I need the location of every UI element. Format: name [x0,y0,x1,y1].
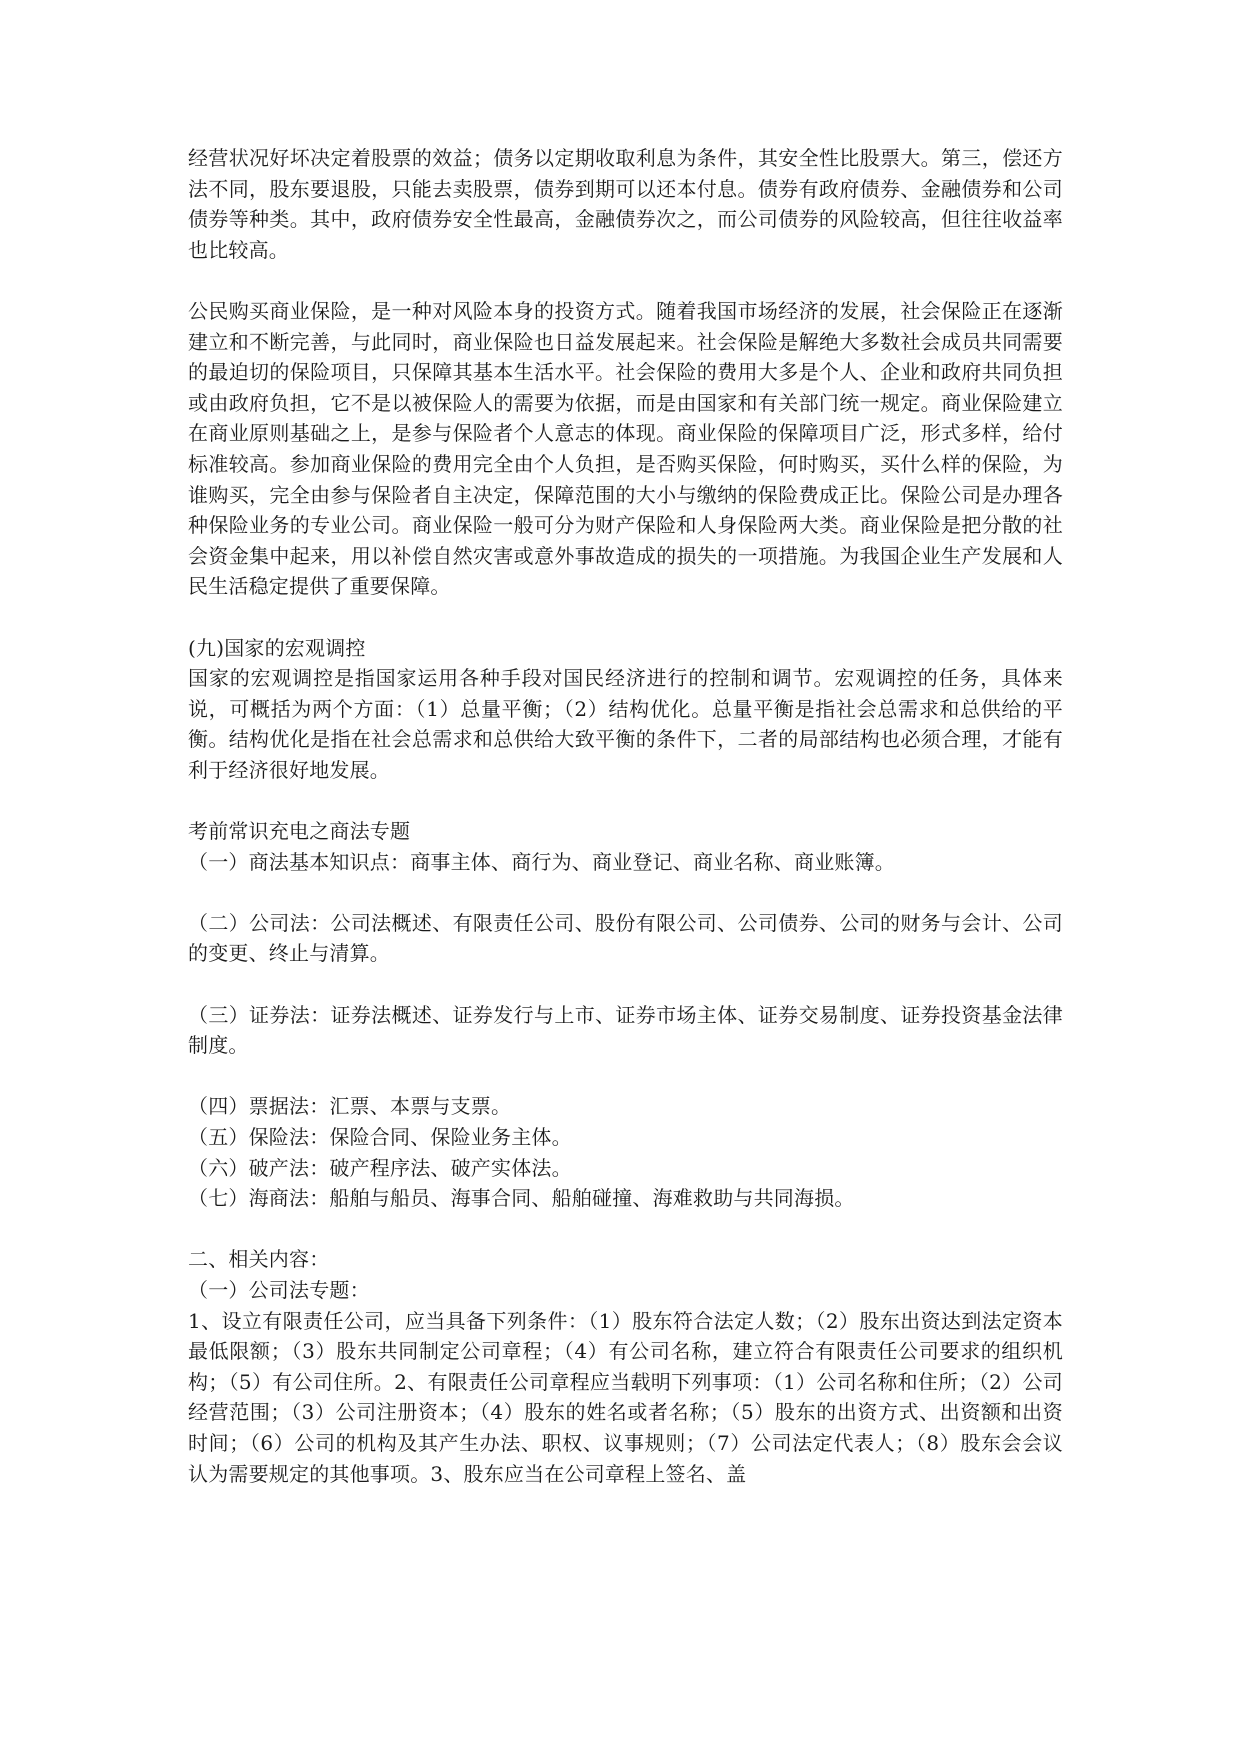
list-item-insurance-law: （五）保险法：保险合同、保险业务主体。 [188,1125,572,1149]
list-item-commercial-law-basics: （一）商法基本知识点：商事主体、商行为、商业登记、商业名称、商业账簿。 [188,849,895,874]
paragraph-macro-control: 国家的宏观调控是指国家运用各种手段对国民经济进行的控制和调节。宏观调控的任务，具体来说，可概括为两个方面：（1）总量平衡；（2）结构优化。总量平衡是指社会总需求和总供给的平衡。结构优化是指在社会总需求和总供给大致平衡的条件下，二者的局部结构也必须合理，才能有利于经济很好地发展。 [188,666,1063,782]
list-item-negotiable-instruments-law: （四）票据法：汇票、本票与支票。 [188,1094,512,1119]
paragraph-limited-liability-company: 1、设立有限责任公司，应当具备下列条件：（1）股东符合法定人数；（2）股东出资达到法定资本最低限额；（3）股东共同制定公司章程；（4）有公司名称，建立符合有限责任公司要求的组织机构；（5）有公司住所。2、有限责任公司章程应当载明下列事项：（1）公司名称和住所；（2）公司经营范围；（3）公司注册资本；（4）股东的姓名或者名称；（5）股东的出资方式、出资额和出资时间；（6）公司的机构及其产生办法、职权、议事规则；（7）公司法定代表人；（8）股东会会议认为需要规定的其他事项。3、股东应当在公司章程上签名、盖 [188,1308,1063,1486]
list-item-bankruptcy-law: （六）破产法：破产程序法、破产实体法。 [188,1155,572,1180]
list-item-company-law: （二）公司法：公司法概述、有限责任公司、股份有限公司、公司债券、公司的财务与会计、公司的变更、终止与清算。 [188,910,1063,966]
paragraph-bonds: 经营状况好坏决定着股票的效益；债务以定期收取利息为条件，其安全性比股票大。第三，偿还方法不同，股东要退股，只能去卖股票，债券到期可以还本付息。债券有政府债券、金融债券和公司债券等种类。其中，政府债券安全性最高，金融债券次之，而公司债券的风险较高，但往往收益率也比较高。 [188,146,1063,262]
list-item-securities-law: （三）证券法：证券法概述、证券发行与上市、证券市场主体、证券交易制度、证券投资基金法律制度。 [188,1002,1063,1058]
heading-exam-commercial-law: 考前常识充电之商法专题 [188,819,411,844]
document-page [188,143,1063,1489]
paragraph-commercial-insurance: 公民购买商业保险，是一种对风险本身的投资方式。随着我国市场经济的发展，社会保险正在逐渐建立和不断完善，与此同时，商业保险也日益发展起来。社会保险是解绝大多数社会成员共同需要的最迫切的保险项目，只保障其基本生活水平。社会保险的费用大多是个人、企业和政府共同负担或由政府负担，它不是以被保险人的需要为依据，而是由国家和有关部门统一规定。商业保险建立在商业原则基础之上，是参与保险者个人意志的体现。商业保险的保障项目广泛，形式多样，给付标准较高。参加商业保险的费用完全由个人负担，是否购买保险，何时购买，买什么样的保险，为谁购买，完全由参与保险者自主决定，保障范围的大小与缴纳的保险费成正比。保险公司是办理各种保险业务的专业公司。商业保险一般可分为财产保险和人身保险两大类。商业保险是把分散的社会资金集中起来，用以补偿自然灾害或意外事故造成的损失的一项措施。为我国企业生产发展和人民生活稳定提供了重要保障。 [188,298,1063,599]
heading-company-law-topic: （一）公司法专题： [188,1277,370,1302]
list-item-maritime-law: （七）海商法：船舶与船员、海事合同、船舶碰撞、海难救助与共同海损。 [188,1186,855,1211]
heading-related-content: 二、相关内容： [188,1247,330,1272]
heading-macro-control: (九)国家的宏观调控 [188,635,366,660]
